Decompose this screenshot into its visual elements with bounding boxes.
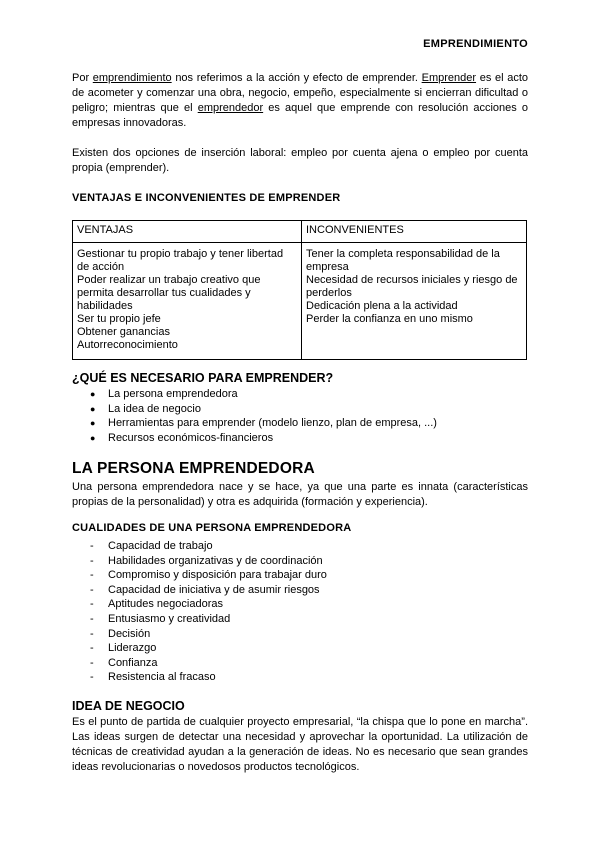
ventaja-item: Poder realizar un trabajo creativo que permita desarrollar tus cualidades y habilidades bbox=[77, 274, 261, 312]
list-item bbox=[72, 656, 327, 671]
necesario-list bbox=[72, 387, 437, 445]
necesario-heading: ¿QUÉ ES NECESARIO PARA EMPRENDER? bbox=[72, 371, 334, 385]
list-item-text: Liderazgo bbox=[108, 642, 157, 655]
list-item bbox=[72, 612, 327, 627]
inconveniente-item: Necesidad de recursos iniciales y riesgo de perderlos bbox=[306, 274, 518, 299]
ventajas-cell bbox=[73, 243, 302, 360]
list-item-text: Decisión bbox=[108, 627, 151, 640]
dash-icon: - bbox=[90, 612, 94, 625]
bullet-icon: ● bbox=[90, 403, 96, 414]
col-header-ventajas: VENTAJAS bbox=[73, 221, 302, 243]
list-item-text: Compromiso y disposición para trabajar duro bbox=[108, 569, 327, 582]
list-item-text: La idea de negocio bbox=[108, 402, 201, 415]
document-header: EMPRENDIMIENTO bbox=[423, 38, 528, 50]
list-item-text: Resistencia al fracaso bbox=[108, 671, 216, 684]
cualidades-heading: CUALIDADES DE UNA PERSONA EMPRENDEDORA bbox=[72, 522, 352, 534]
dash-icon: - bbox=[90, 671, 94, 684]
list-item-text: Herramientas para emprender (modelo lienzo, plan de empresa, ...) bbox=[108, 417, 437, 430]
cualidades-list bbox=[72, 539, 327, 685]
table-header-row bbox=[73, 221, 527, 243]
dash-icon: - bbox=[90, 569, 94, 582]
intro-text-3: es el acto de acometer y comenzar una obra, negocio, empeño, especialmente si encierran dificultad o peligro; mientras que el bbox=[72, 72, 528, 114]
ventaja-item: Obtener ganancias bbox=[77, 326, 170, 338]
dash-icon: - bbox=[90, 627, 94, 640]
idea-paragraph: Es el punto de partida de cualquier proyecto empresarial, “la chispa que lo pone en marcha”. Las ideas surgen de detectar una necesidad y aprovechar la oportunidad. La utilización de técnicas de creatividad ayudan a la generación de ideas. No es necesario que sean grandes ideas revolucionarias o novedosos productos tecnológicos. bbox=[72, 716, 528, 773]
persona-heading: LA PERSONA EMPRENDEDORA bbox=[72, 460, 315, 477]
term-emprender: Emprender bbox=[421, 72, 477, 84]
list-item bbox=[72, 641, 327, 656]
ventajas-table bbox=[72, 220, 527, 360]
dash-icon: - bbox=[90, 554, 94, 567]
insercion-paragraph: Existen dos opciones de inserción laboral: empleo por cuenta ajena o empleo por cuenta propia (emprender). bbox=[72, 147, 528, 174]
col-header-inconvenientes: INCONVENIENTES bbox=[302, 221, 527, 243]
dash-icon: - bbox=[90, 540, 94, 552]
list-item bbox=[72, 431, 437, 446]
inconveniente-item: Perder la confianza en uno mismo bbox=[306, 313, 473, 325]
term-emprendedor: emprendedor bbox=[197, 102, 264, 114]
list-item-text: Recursos económicos-financieros bbox=[108, 431, 274, 444]
list-item bbox=[72, 416, 437, 431]
list-item bbox=[72, 627, 327, 642]
bullet-icon: ● bbox=[90, 418, 96, 429]
idea-heading: IDEA DE NEGOCIO bbox=[72, 699, 185, 713]
inconveniente-item: Tener la completa responsabilidad de la empresa bbox=[306, 248, 500, 273]
list-item-text: Aptitudes negociadoras bbox=[108, 598, 223, 611]
ventaja-item: Autorreconocimiento bbox=[77, 339, 178, 351]
intro-text-2: nos referimos a la acción y efecto de emprender. bbox=[171, 72, 422, 84]
intro-paragraph bbox=[72, 71, 528, 131]
list-item-text: Capacidad de trabajo bbox=[108, 540, 213, 552]
dash-icon: - bbox=[90, 642, 94, 655]
ventajas-heading: VENTAJAS E INCONVENIENTES DE EMPRENDER bbox=[72, 192, 341, 204]
table-row bbox=[73, 243, 527, 360]
ventaja-item: Ser tu propio jefe bbox=[77, 313, 161, 325]
bullet-icon: ● bbox=[90, 389, 96, 399]
list-item bbox=[72, 568, 327, 583]
dash-icon: - bbox=[90, 598, 94, 611]
dash-icon: - bbox=[90, 583, 94, 596]
list-item bbox=[72, 554, 327, 569]
list-item-text: Confianza bbox=[108, 656, 158, 669]
inconvenientes-cell bbox=[302, 243, 527, 360]
list-item-text: Habilidades organizativas y de coordinación bbox=[108, 554, 323, 567]
ventaja-item: Gestionar tu propio trabajo y tener libertad de acción bbox=[77, 248, 284, 273]
list-item-text: Entusiasmo y creatividad bbox=[108, 612, 231, 625]
term-emprendimiento: emprendimiento bbox=[92, 72, 172, 84]
list-item bbox=[72, 583, 327, 598]
intro-text-1: Por bbox=[72, 72, 93, 84]
list-item bbox=[72, 597, 327, 612]
persona-paragraph: Una persona emprendedora nace y se hace, ya que una parte es innata (características propias de la personalidad) y otra es adquirida (formación y experiencia). bbox=[72, 481, 528, 508]
inconveniente-item: Dedicación plena a la actividad bbox=[306, 300, 458, 312]
dash-icon: - bbox=[90, 656, 94, 669]
list-item bbox=[72, 670, 327, 685]
bullet-icon: ● bbox=[90, 432, 96, 443]
list-item bbox=[72, 387, 437, 402]
list-item bbox=[72, 402, 437, 417]
list-item bbox=[72, 539, 327, 554]
list-item-text: Capacidad de iniciativa y de asumir riesgos bbox=[108, 583, 320, 596]
intro-text-4: es aquel que emprende con resolución acciones o empresas innovadoras. bbox=[72, 102, 528, 129]
list-item-text: La persona emprendedora bbox=[108, 388, 238, 400]
